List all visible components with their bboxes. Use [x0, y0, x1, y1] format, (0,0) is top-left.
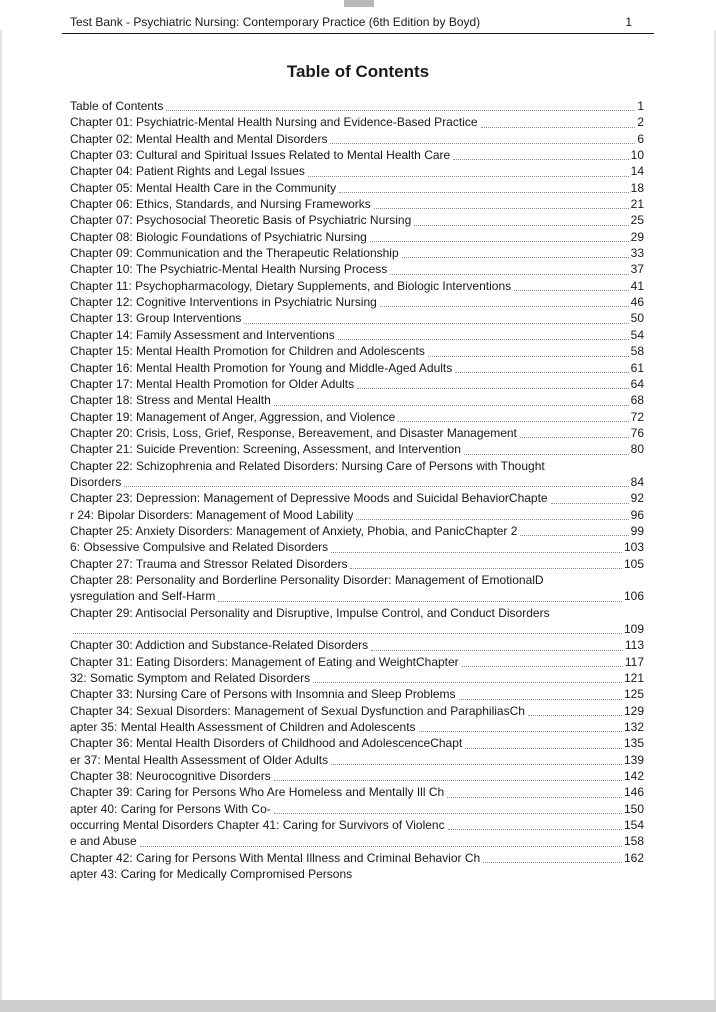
toc-entry-text: Chapter 36: Mental Health Disorders of Childhood and AdolescenceChapt: [70, 736, 463, 751]
toc-page-number: 68: [630, 393, 644, 408]
toc-page-number: 29: [630, 229, 644, 244]
toc-entry-text: Chapter 29: Antisocial Personality and Disruptive, Impulse Control, and Conduct Disorders: [70, 605, 550, 620]
toc-entry-text: Chapter 38: Neurocognitive Disorders: [70, 769, 271, 784]
toc-page-number: 2: [637, 115, 644, 130]
toc-row: [70, 131, 644, 147]
toc-entry-text: apter 43: Caring for Medically Compromised Persons: [70, 867, 353, 882]
toc-entry-text: Chapter 23: Depression: Management of Depressive Moods and Suicidal BehaviorChapte: [70, 491, 548, 506]
toc-leader-dots: [380, 306, 629, 307]
toc-entry-text: occurring Mental Disorders Chapter 41: Caring for Survivors of Violenc: [70, 818, 445, 833]
toc-row: [70, 196, 644, 212]
toc-page-number: 117: [624, 654, 644, 669]
toc-leader-dots: [455, 372, 628, 373]
viewer-top-tab: [344, 0, 374, 7]
toc-leader-dots: [331, 764, 622, 765]
toc-page-number: 50: [630, 311, 644, 326]
toc-row: [70, 523, 644, 539]
toc-page-number: 113: [624, 638, 644, 653]
toc-entry-text: Chapter 11: Psychopharmacology, Dietary Supplements, and Biologic Interventions: [70, 278, 512, 293]
toc-row: [70, 327, 644, 343]
toc-leader-dots: [371, 650, 623, 651]
toc-entry-text: Chapter 42: Caring for Persons With Mental Illness and Criminal Behavior Ch: [70, 850, 481, 865]
toc-page-number: 132: [623, 720, 644, 735]
toc-leader-dots: [374, 208, 629, 209]
toc-leader-dots: [520, 437, 629, 438]
header-title: Test Bank - Psychiatric Nursing: Contemporary Practice (6th Edition by Boyd): [70, 15, 481, 29]
toc-row: [70, 147, 644, 163]
toc-row: [70, 768, 644, 784]
toc-leader-dots: [274, 813, 622, 814]
toc-entry-text: Chapter 15: Mental Health Promotion for Children and Adolescents: [70, 344, 425, 359]
page-title: Table of Contents: [286, 62, 430, 81]
toc-page-number: 41: [630, 278, 644, 293]
toc-entry-text: er 37: Mental Health Assessment of Older Adults: [70, 752, 329, 767]
toc-entry-text: Chapter 16: Mental Health Promotion for Young and Middle-Aged Adults: [70, 360, 453, 375]
toc-row: [70, 163, 644, 179]
toc-page-number: 146: [623, 785, 644, 800]
toc-entry-text: Chapter 14: Family Assessment and Interventions: [70, 327, 335, 342]
toc-row: [70, 261, 644, 277]
toc-page-number: 61: [630, 360, 644, 375]
toc-leader-dots: [357, 388, 628, 389]
toc-leader-dots: [274, 405, 629, 406]
toc-row: [70, 343, 644, 359]
toc-page-number: 14: [630, 164, 644, 179]
toc-leader-dots: [390, 274, 628, 275]
toc-row: [70, 866, 644, 882]
toc-page-number: 25: [630, 213, 644, 228]
toc-row: [70, 784, 644, 800]
toc-page-number: 99: [630, 523, 644, 538]
toc-row: [70, 637, 644, 653]
toc-page-number: 142: [623, 769, 644, 784]
toc-entry-text: Chapter 04: Patient Rights and Legal Issues: [70, 164, 305, 179]
toc-row: [70, 572, 644, 588]
toc-row: [70, 376, 644, 392]
toc-page-number: 21: [630, 197, 644, 212]
toc-page-number: 139: [623, 752, 644, 767]
toc-entry-text: Chapter 01: Psychiatric-Mental Health Nursing and Evidence-Based Practice: [70, 115, 478, 130]
toc-page-number: 33: [630, 246, 644, 261]
toc-leader-dots: [453, 159, 628, 160]
toc-page-number: 154: [623, 818, 644, 833]
toc-leader-dots: [244, 323, 628, 324]
toc-entry-text: Chapter 21: Suicide Prevention: Screening, Assessment, and Intervention: [70, 442, 461, 457]
toc-row: [70, 474, 644, 490]
toc-entry-text: apter 35: Mental Health Assessment of Children and Adolescents: [70, 720, 416, 735]
toc-entry-text: Chapter 22: Schizophrenia and Related Disorders: Nursing Care of Persons with Thought: [70, 458, 545, 473]
toc-leader-dots: [339, 192, 629, 193]
toc-page-number: 162: [623, 850, 644, 865]
toc-row: [70, 703, 644, 719]
toc-row: [70, 114, 644, 130]
toc-entry-text: Chapter 28: Personality and Borderline Personality Disorder: Management of EmotionalD: [70, 572, 544, 587]
toc-entry-text: Chapter 27: Trauma and Stressor Related Disorders: [70, 556, 348, 571]
toc-row: [70, 621, 644, 637]
toc-leader-dots: [514, 290, 629, 291]
toc-page-number: 84: [630, 474, 644, 489]
header-page-number: 1: [625, 15, 632, 29]
toc-page-number: 150: [623, 801, 644, 816]
toc-row: [70, 588, 644, 604]
toc-leader-dots: [218, 601, 622, 602]
toc-leader-dots: [166, 110, 635, 111]
toc-row: [70, 752, 644, 768]
toc-leader-dots: [551, 503, 629, 504]
toc-leader-dots: [447, 797, 622, 798]
toc-page-number: 1: [637, 99, 644, 113]
toc-page-number: 135: [623, 736, 644, 751]
toc-page-number: 92: [630, 491, 644, 506]
toc-row: [70, 294, 644, 310]
toc-page-number: 106: [623, 589, 644, 604]
toc-page-number: 109: [623, 622, 644, 636]
toc-row: [70, 278, 644, 294]
toc-leader-dots: [338, 339, 629, 340]
toc-leader-dots: [350, 568, 622, 569]
toc-row: [70, 212, 644, 228]
toc-leader-dots: [448, 829, 622, 830]
toc-row: [70, 409, 644, 425]
toc-leader-dots: [419, 731, 622, 732]
viewer-bottom-bar: [0, 1000, 716, 1012]
toc-entry-text: Chapter 02: Mental Health and Mental Disorders: [70, 131, 328, 146]
toc-entry-text: Chapter 30: Addiction and Substance-Related Disorders: [70, 638, 369, 653]
toc-entry-text: r 24: Bipolar Disorders: Management of Mood Lability: [70, 507, 354, 522]
toc-row: [70, 654, 644, 670]
toc-entry-text: Chapter 34: Sexual Disorders: Management of Sexual Dysfunction and ParaphiliasCh: [70, 703, 525, 718]
toc-page-number: 96: [630, 507, 644, 522]
toc-entry-text: Chapter 03: Cultural and Spiritual Issues Related to Mental Health Care: [70, 148, 451, 163]
toc-row: [70, 310, 644, 326]
viewer-left-edge: [0, 30, 2, 1000]
toc-entry-text: Chapter 33: Nursing Care of Persons with Insomnia and Sleep Problems: [70, 687, 456, 702]
toc-leader-dots: [370, 241, 629, 242]
toc-entry-text: Chapter 20: Crisis, Loss, Grief, Response, Bereavement, and Disaster Management: [70, 425, 517, 440]
toc-leader-dots: [428, 356, 629, 357]
toc-row: [70, 245, 644, 261]
toc-row: [70, 425, 644, 441]
toc-leader-dots: [308, 176, 629, 177]
toc-page-number: 18: [630, 180, 644, 195]
toc-page-number: 72: [630, 409, 644, 424]
toc-row: [70, 539, 644, 555]
toc-entry-text: Table of Contents: [70, 99, 164, 113]
toc-row: [70, 229, 644, 245]
toc-row: [70, 441, 644, 457]
toc-row: [70, 507, 644, 523]
toc-leader-dots: [528, 715, 622, 716]
toc-leader-dots: [313, 682, 622, 683]
toc-entry-text: Chapter 13: Group Interventions: [70, 311, 242, 326]
toc-leader-dots: [462, 666, 623, 667]
toc-page-number: 121: [623, 671, 644, 686]
toc-leader-dots: [398, 421, 628, 422]
toc-page-number: 6: [637, 131, 644, 146]
toc-row: [70, 392, 644, 408]
toc-entry-text: Chapter 09: Communication and the Therapeutic Relationship: [70, 246, 399, 261]
toc-entry-text: Chapter 39: Caring for Persons Who Are Homeless and Mentally Ill Ch: [70, 785, 445, 800]
toc-leader-dots: [520, 535, 628, 536]
toc-entry-text: apter 40: Caring for Persons With Co-: [70, 801, 271, 816]
toc-row: [70, 801, 644, 817]
toc-entry-text: e and Abuse: [70, 834, 137, 849]
toc-row: [70, 719, 644, 735]
toc-leader-dots: [331, 552, 622, 553]
page-header: [62, 15, 654, 34]
toc-entry-text: Chapter 08: Biologic Foundations of Psychiatric Nursing: [70, 229, 367, 244]
toc-leader-dots: [459, 699, 622, 700]
toc-page-number: 125: [623, 687, 644, 702]
toc-row: [70, 605, 644, 621]
toc-entry-text: Chapter 31: Eating Disorders: Management of Eating and WeightChapter: [70, 654, 459, 669]
toc-leader-dots: [356, 519, 628, 520]
toc-entry-text: Chapter 10: The Psychiatric-Mental Health Nursing Process: [70, 262, 388, 277]
toc-entry-text: ysregulation and Self-Harm: [70, 589, 216, 604]
toc-row: [70, 817, 644, 833]
toc-page-number: 80: [630, 442, 644, 457]
toc-entry-text: Chapter 05: Mental Health Care in the Community: [70, 180, 337, 195]
toc-entry-text: 6: Obsessive Compulsive and Related Disorders: [70, 540, 329, 555]
toc-row: [70, 735, 644, 751]
toc-entry-text: Chapter 25: Anxiety Disorders: Management of Anxiety, Phobia, and PanicChapter 2: [70, 523, 518, 538]
toc-entry-text: Chapter 19: Management of Anger, Aggression, and Violence: [70, 409, 396, 424]
toc-row: [70, 360, 644, 376]
toc-leader-dots: [465, 748, 622, 749]
toc-page-number: 76: [630, 425, 644, 440]
toc-page-number: 10: [630, 148, 644, 163]
toc-entry-text: Chapter 06: Ethics, Standards, and Nursing Frameworks: [70, 197, 371, 212]
toc-leader-dots: [274, 780, 622, 781]
toc-page-number: 37: [630, 262, 644, 277]
toc-entry-text: Disorders: [70, 474, 122, 489]
toc-row: [70, 850, 644, 866]
toc-entry-text: Chapter 17: Mental Health Promotion for Older Adults: [70, 376, 355, 391]
toc-page-number: 46: [630, 295, 644, 310]
toc-leader-dots: [414, 225, 628, 226]
toc-page-number: 64: [630, 376, 644, 391]
toc-page-number: 158: [623, 834, 644, 849]
toc-page-number: 129: [623, 703, 644, 718]
toc-entry-text: Chapter 07: Psychosocial Theoretic Basis of Psychiatric Nursing: [70, 213, 412, 228]
toc-page-number: 103: [623, 540, 644, 555]
toc-row: [70, 556, 644, 572]
toc-row: [70, 490, 644, 506]
toc-entry-text: Chapter 18: Stress and Mental Health: [70, 393, 271, 408]
toc-page-number: 54: [630, 327, 644, 342]
toc-page-number: 58: [630, 344, 644, 359]
toc-page-number: 105: [623, 556, 644, 571]
toc-row: [70, 180, 644, 196]
toc-row: [70, 670, 644, 686]
toc-leader-dots: [464, 454, 629, 455]
toc-leader-dots: [330, 143, 635, 144]
toc-row: [70, 833, 644, 849]
toc-leader-dots: [124, 486, 628, 487]
toc-leader-dots: [402, 257, 629, 258]
toc-leader-dots: [483, 862, 622, 863]
toc-row: [70, 98, 644, 114]
toc-row: [70, 686, 644, 702]
toc-list: [70, 98, 644, 883]
toc-entry-text: 32: Somatic Symptom and Related Disorders: [70, 671, 311, 686]
toc-leader-dots: [140, 846, 622, 847]
toc-leader-dots: [481, 127, 636, 128]
document-page: [2, 0, 714, 1000]
toc-entry-text: Chapter 12: Cognitive Interventions in Psychiatric Nursing: [70, 295, 377, 310]
toc-row: [70, 458, 644, 474]
toc-leader-dots: [73, 633, 622, 634]
